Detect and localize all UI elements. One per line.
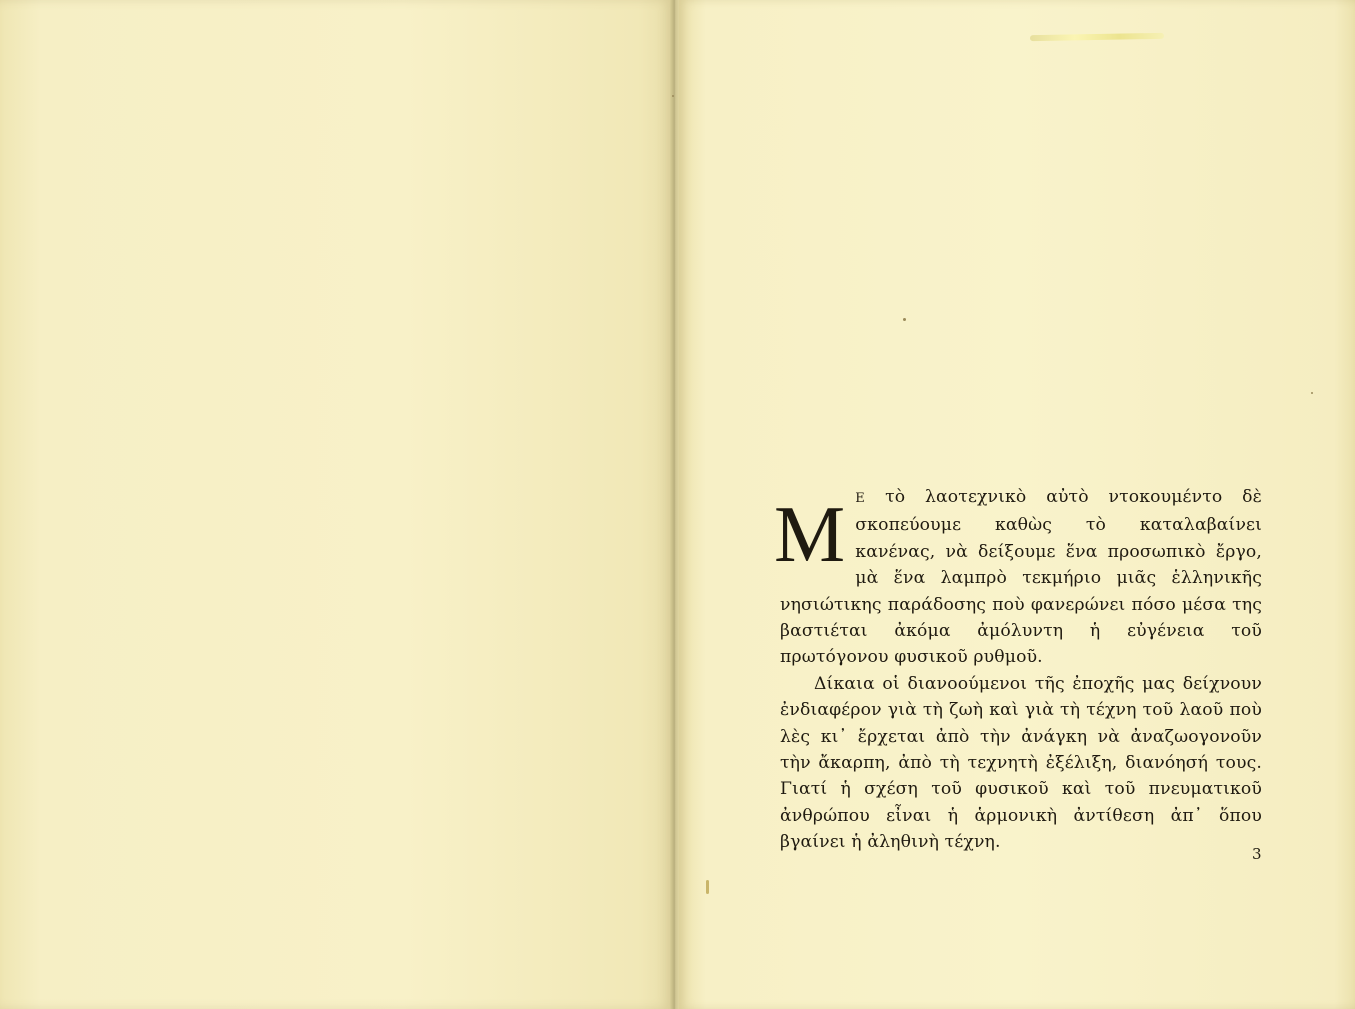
first-word-small-caps: Ε [855, 491, 866, 506]
paper-speck [706, 880, 709, 894]
page-number: 3 [1252, 845, 1262, 863]
paper-speck [1311, 392, 1313, 394]
paragraph-second: Δίκαια οἱ διανοούμενοι τῆς ἐποχῆς μας δείχνουν ἐνδιαφέρον γιὰ τὴ ζωὴ καὶ γιὰ τὴ τέχνη τοῦ λαοῦ ποὺ λὲς κι᾽ ἔρχεται ἀπὸ τὴν ἀνάγκη νὰ ἀναζωογονοῦν τὴν ἄκαρπη, ἀπὸ τὴ τεχνητὴ ἐξέλιξη, διανόησή τους. Γιατί ἡ σχέση τοῦ φυσικοῦ καὶ τοῦ πνευματικοῦ ἀνθρώπου εἶναι ἡ ἁρμονικὴ ἀντίθεση ἀπ᾽ ὅπου βγαίνει ἡ ἀληθινὴ τέχνη. [780, 673, 1262, 853]
paper-speck [903, 318, 906, 321]
left-page-blank [0, 0, 672, 1009]
paper-speck [672, 95, 674, 97]
paragraph-first [774, 484, 1262, 671]
drop-cap: M [774, 491, 846, 579]
body-text [774, 484, 1262, 856]
paragraph-1-text: τὸ λαοτεχνικὸ αὐτὸ ντοκουμέντο δὲ σκοπεύουμε καθὼς τὸ καταλαβαίνει κανένας, νὰ δείξουμε ἕνα προσωπικὸ ἔργο, μὰ ἕνα λαμπρὸ τεκμήριο μιᾶς ἑλληνικῆς νησιώτικης παράδοσης ποὺ φανερώνει πόσο μέσα της βαστιέται ἀκόμα ἀμόλυντη ἡ εὐγένεια τοῦ πρωτόγονου φυσικοῦ ρυθμοῦ. [780, 487, 1262, 668]
